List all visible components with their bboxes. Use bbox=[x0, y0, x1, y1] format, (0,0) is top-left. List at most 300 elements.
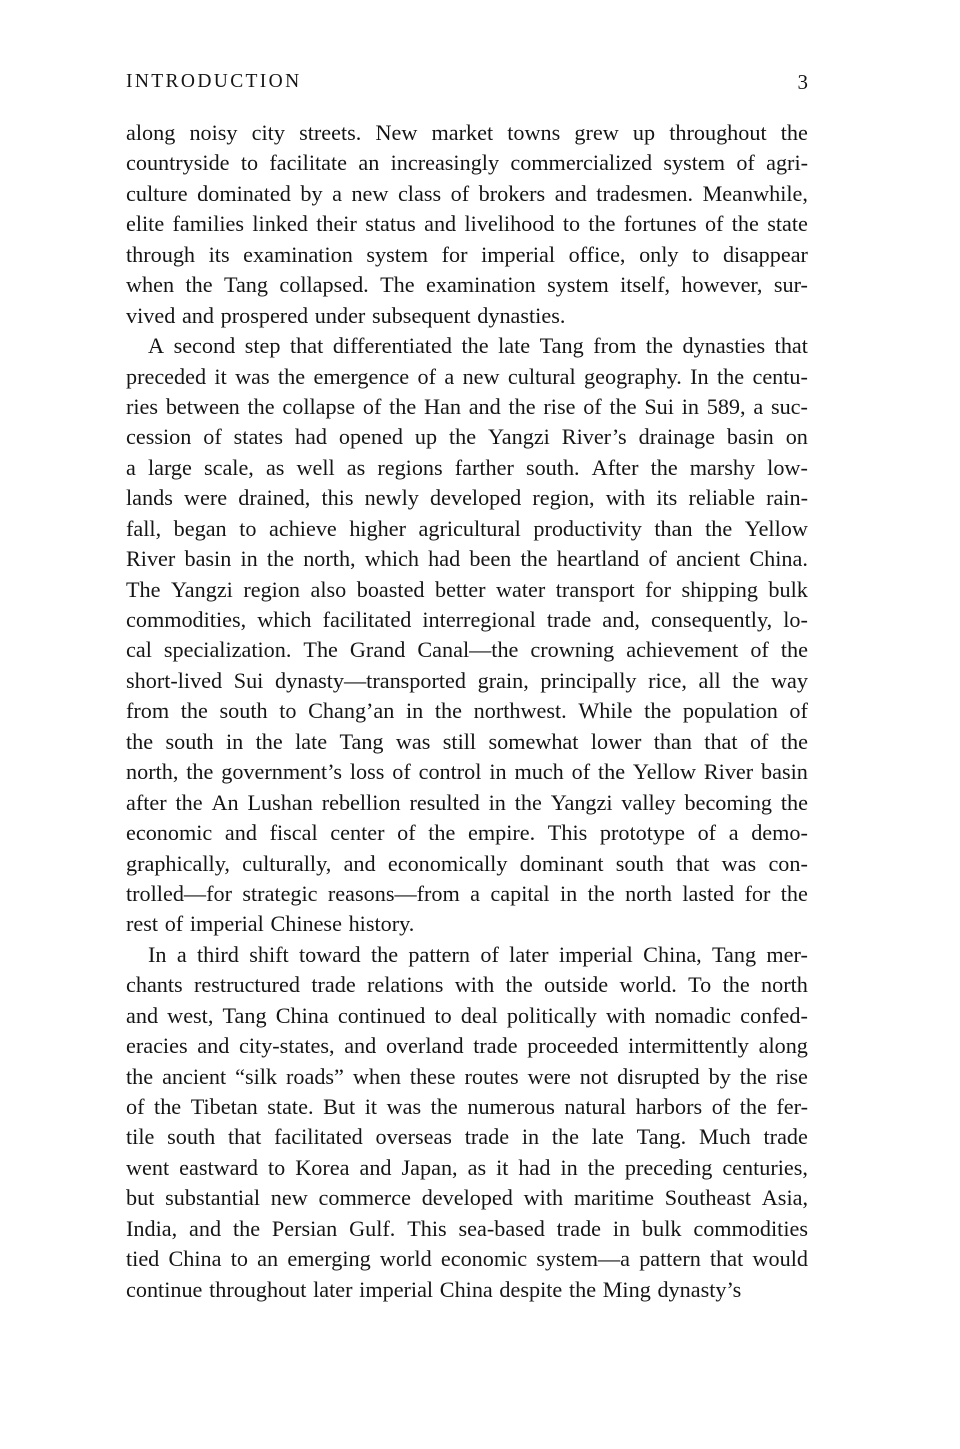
word: for bbox=[744, 880, 771, 906]
word: agri- bbox=[766, 150, 808, 176]
word: Grand bbox=[349, 637, 406, 663]
word: north, bbox=[303, 546, 356, 572]
word: north bbox=[761, 972, 808, 998]
word: In bbox=[690, 363, 709, 389]
word: examination bbox=[243, 241, 353, 267]
text-line bbox=[126, 1275, 808, 1305]
word: third bbox=[197, 941, 239, 967]
word: their bbox=[316, 211, 357, 237]
word: region bbox=[243, 576, 301, 602]
word: that bbox=[710, 1246, 744, 1272]
word: chants bbox=[126, 972, 183, 998]
word: economic bbox=[126, 820, 213, 846]
word: To bbox=[688, 972, 712, 998]
text-line bbox=[126, 1183, 808, 1213]
word: proceeded bbox=[527, 1033, 619, 1059]
word: deal bbox=[460, 1002, 498, 1028]
word: commerce bbox=[318, 1185, 411, 1211]
word: the bbox=[780, 637, 808, 663]
word: the bbox=[551, 1124, 579, 1150]
word: to bbox=[240, 150, 259, 176]
word: however, bbox=[681, 272, 763, 298]
word: crowning bbox=[530, 637, 615, 663]
word: cal bbox=[126, 637, 152, 663]
word: But bbox=[323, 1094, 356, 1119]
word: trade bbox=[556, 1215, 602, 1241]
word: and bbox=[126, 1002, 159, 1028]
word: achievement bbox=[626, 637, 739, 663]
word: developed bbox=[430, 485, 522, 511]
word: sur- bbox=[773, 272, 808, 298]
word: in bbox=[488, 789, 506, 815]
word: these bbox=[409, 1063, 456, 1089]
word: south. bbox=[525, 454, 580, 480]
word: China bbox=[275, 1002, 329, 1028]
word: developed bbox=[421, 1185, 513, 1211]
word: low- bbox=[767, 454, 808, 480]
word: much bbox=[514, 759, 564, 785]
word: were bbox=[183, 485, 228, 511]
word: it bbox=[496, 1154, 509, 1180]
word: intermittently bbox=[628, 1033, 749, 1059]
text-line bbox=[126, 909, 808, 939]
word: facilitate bbox=[269, 150, 348, 176]
word: streets. bbox=[299, 120, 362, 145]
word: centu- bbox=[752, 363, 808, 389]
word: and bbox=[424, 211, 457, 237]
word: collapsed. bbox=[279, 272, 369, 298]
word: as bbox=[265, 454, 285, 480]
word: dynasty’s bbox=[657, 1276, 742, 1302]
word: began bbox=[173, 515, 227, 541]
word: Asia, bbox=[761, 1185, 808, 1211]
word: its bbox=[656, 485, 678, 511]
text-line bbox=[126, 179, 808, 209]
text-line bbox=[126, 1122, 808, 1152]
word: with bbox=[523, 1185, 564, 1211]
word: nomadic bbox=[654, 1002, 731, 1028]
text-line bbox=[126, 1244, 808, 1274]
word: and bbox=[189, 1215, 222, 1241]
word: was bbox=[235, 363, 270, 389]
word: basin bbox=[761, 759, 808, 785]
word: the bbox=[780, 120, 808, 145]
word: history. bbox=[348, 911, 415, 937]
word: livelihood bbox=[464, 211, 555, 237]
word: itself, bbox=[620, 272, 671, 298]
word: that bbox=[676, 850, 710, 876]
word: shipping bbox=[681, 576, 758, 602]
word: transport bbox=[555, 576, 635, 602]
text-line bbox=[126, 544, 808, 574]
word: collapse bbox=[282, 393, 356, 419]
word: a bbox=[753, 393, 764, 419]
word: system—a bbox=[536, 1246, 630, 1272]
word: productivity bbox=[533, 515, 642, 541]
word: China bbox=[439, 1276, 493, 1302]
word: drainage bbox=[638, 424, 715, 450]
word: well bbox=[296, 454, 335, 480]
word: imperial bbox=[558, 941, 633, 967]
text-line bbox=[126, 453, 808, 483]
word: heartland bbox=[556, 546, 640, 572]
word: demo- bbox=[751, 820, 808, 846]
word: differentiated bbox=[332, 333, 452, 359]
word: Tang bbox=[222, 1002, 267, 1028]
word: ancient bbox=[162, 1063, 227, 1089]
word: despite bbox=[499, 1276, 563, 1302]
word: only bbox=[639, 241, 679, 267]
word: boasted bbox=[356, 576, 425, 602]
word: had bbox=[428, 546, 461, 572]
word: a bbox=[126, 454, 136, 480]
word: step bbox=[244, 333, 281, 359]
word: to bbox=[239, 515, 257, 541]
word: River bbox=[703, 759, 754, 785]
word: disappear bbox=[722, 241, 808, 267]
word: the bbox=[126, 728, 154, 754]
word: relations bbox=[367, 972, 444, 998]
word: Lushan bbox=[247, 789, 313, 815]
word: culture bbox=[126, 180, 188, 206]
word: new bbox=[270, 1185, 308, 1211]
word: also bbox=[310, 576, 347, 602]
word: went bbox=[126, 1154, 170, 1180]
word: northwest. bbox=[473, 698, 567, 724]
word: of bbox=[789, 698, 808, 724]
word: China. bbox=[749, 546, 808, 572]
word: trade bbox=[763, 1124, 808, 1150]
word: up bbox=[414, 424, 438, 450]
word: of bbox=[392, 759, 411, 785]
word: large bbox=[147, 454, 192, 480]
word: Korea bbox=[295, 1154, 350, 1180]
word: with bbox=[454, 972, 495, 998]
word: Much bbox=[698, 1124, 751, 1150]
word: trade bbox=[464, 1124, 510, 1150]
text-line bbox=[126, 879, 808, 909]
word: ancient bbox=[676, 546, 741, 572]
word: harbors bbox=[635, 1094, 703, 1119]
word: as bbox=[346, 454, 366, 480]
word: and bbox=[554, 180, 587, 206]
word: economically bbox=[387, 850, 508, 876]
word: would bbox=[752, 1246, 808, 1272]
word: imperial bbox=[481, 241, 556, 267]
word: overland bbox=[385, 1033, 464, 1059]
word: suc- bbox=[770, 393, 808, 419]
word: with bbox=[606, 1002, 646, 1028]
word: from bbox=[126, 698, 170, 724]
word: New bbox=[375, 120, 418, 145]
word: an bbox=[257, 1246, 279, 1272]
word: linked bbox=[252, 211, 308, 237]
word: of bbox=[704, 211, 724, 237]
word: the bbox=[126, 1063, 154, 1089]
word: south bbox=[165, 728, 214, 754]
word: tied bbox=[126, 1246, 160, 1272]
word: Ming bbox=[602, 1276, 651, 1302]
word: Yellow bbox=[632, 759, 697, 785]
word: China bbox=[168, 1246, 222, 1272]
word: towns bbox=[507, 120, 561, 145]
word: economic bbox=[440, 1246, 528, 1272]
text-line bbox=[126, 331, 808, 361]
text-line bbox=[126, 1214, 808, 1244]
word: roads” bbox=[285, 1063, 344, 1089]
word: north, bbox=[126, 759, 179, 785]
word: to bbox=[279, 698, 297, 724]
text-line bbox=[126, 727, 808, 757]
word: subsequent bbox=[371, 302, 471, 328]
word: the bbox=[568, 1276, 597, 1302]
word: in bbox=[681, 393, 699, 419]
word: Han bbox=[423, 393, 461, 419]
word: the bbox=[717, 363, 745, 389]
word: mer- bbox=[766, 941, 808, 967]
text-line bbox=[126, 788, 808, 818]
word: lands bbox=[126, 485, 173, 511]
word: west, bbox=[167, 1002, 214, 1028]
word: dynasties. bbox=[477, 302, 566, 328]
word: A bbox=[148, 333, 165, 359]
word: grew bbox=[574, 120, 619, 145]
word: achieve bbox=[269, 515, 337, 541]
word: the bbox=[645, 333, 674, 359]
word: overseas bbox=[375, 1124, 452, 1150]
word: the bbox=[185, 272, 213, 298]
word: in bbox=[559, 880, 578, 906]
word: the bbox=[448, 424, 477, 450]
text-line bbox=[126, 605, 808, 635]
word: the bbox=[722, 972, 750, 998]
word: new bbox=[351, 180, 389, 206]
word: outside bbox=[544, 972, 609, 998]
word: which bbox=[364, 546, 419, 572]
text-line bbox=[126, 514, 808, 544]
word: south bbox=[219, 698, 268, 724]
word: dominant bbox=[519, 850, 604, 876]
word: by bbox=[708, 1063, 731, 1089]
text-line bbox=[126, 970, 808, 1000]
word: the bbox=[278, 363, 306, 389]
text-line bbox=[126, 240, 808, 270]
word: continue bbox=[126, 1276, 203, 1302]
word: up bbox=[632, 120, 656, 145]
word: rise bbox=[775, 1063, 808, 1089]
word: this bbox=[321, 485, 354, 511]
word: Yellow bbox=[744, 515, 808, 541]
word: cession bbox=[126, 424, 192, 450]
word: elite bbox=[126, 211, 165, 237]
word: the bbox=[597, 759, 626, 785]
word: but bbox=[126, 1185, 155, 1211]
word: commodities, bbox=[126, 607, 247, 632]
word: consequently, bbox=[650, 607, 773, 632]
word: preceding bbox=[624, 1154, 713, 1180]
word: numerous bbox=[467, 1094, 555, 1119]
word: along bbox=[126, 120, 176, 145]
text-line bbox=[126, 940, 808, 970]
word: facilitated bbox=[322, 607, 412, 632]
word: drained, bbox=[238, 485, 311, 511]
word: commercialized bbox=[510, 150, 653, 176]
word: its bbox=[208, 241, 230, 267]
word: Sui bbox=[644, 393, 674, 419]
word: becoming bbox=[684, 789, 773, 815]
word: the bbox=[266, 546, 295, 572]
word: noisy bbox=[189, 120, 238, 145]
word: the bbox=[739, 1063, 767, 1089]
word: the bbox=[186, 759, 214, 785]
word: state. bbox=[267, 1094, 314, 1119]
word: the bbox=[434, 698, 462, 724]
text-line bbox=[126, 1031, 808, 1061]
word: of bbox=[164, 911, 184, 937]
word: imperial bbox=[189, 911, 264, 937]
word: late bbox=[295, 728, 328, 754]
word: of bbox=[583, 393, 602, 419]
word: Tang bbox=[223, 272, 268, 298]
word: the bbox=[520, 546, 548, 572]
word: fer- bbox=[776, 1094, 808, 1119]
word: An bbox=[211, 789, 239, 815]
word: of bbox=[571, 759, 591, 785]
word: city-states, bbox=[239, 1033, 335, 1059]
word: China, bbox=[643, 941, 702, 967]
text-line bbox=[126, 483, 808, 513]
word: eastward bbox=[179, 1154, 258, 1180]
word: continued bbox=[337, 1002, 426, 1028]
word: pattern bbox=[408, 941, 471, 967]
word: vived bbox=[126, 302, 176, 328]
word: in bbox=[560, 1154, 578, 1180]
word: throughout bbox=[209, 1276, 307, 1302]
word: toward bbox=[299, 941, 361, 967]
word: rain- bbox=[766, 485, 808, 511]
word: state bbox=[767, 211, 808, 237]
word: the bbox=[705, 515, 733, 541]
word: politically bbox=[506, 1002, 597, 1028]
word: the bbox=[780, 728, 808, 754]
word: trade bbox=[473, 1033, 518, 1059]
word: River’s bbox=[561, 424, 627, 450]
word: brokers bbox=[478, 180, 546, 206]
word: Canal—the bbox=[417, 637, 519, 663]
word: the bbox=[587, 880, 615, 906]
word: to bbox=[692, 241, 710, 267]
word: fortunes bbox=[623, 211, 697, 237]
word: emergence bbox=[313, 363, 410, 389]
word: in bbox=[240, 546, 258, 572]
word: scale, bbox=[203, 454, 254, 480]
word: in bbox=[406, 698, 424, 724]
word: This bbox=[407, 1215, 447, 1241]
word: to bbox=[268, 1154, 286, 1180]
word: world. bbox=[619, 972, 677, 998]
word: ries bbox=[126, 393, 159, 419]
word: control bbox=[418, 759, 482, 785]
word: the bbox=[650, 454, 678, 480]
body-text-block bbox=[126, 118, 808, 1305]
word: basin bbox=[184, 546, 232, 572]
running-head bbox=[126, 68, 808, 94]
word: tile bbox=[126, 1124, 155, 1150]
word: way bbox=[771, 667, 808, 693]
word: Sui bbox=[233, 667, 264, 693]
word: system bbox=[366, 241, 429, 267]
word: bulk bbox=[642, 1215, 682, 1241]
word: to bbox=[230, 1246, 248, 1272]
word: the bbox=[514, 789, 542, 815]
word: marshy bbox=[689, 454, 756, 480]
word: reasons—from bbox=[327, 880, 460, 906]
word: imperial bbox=[359, 1276, 434, 1302]
word: was bbox=[386, 1094, 422, 1119]
word: from bbox=[593, 333, 637, 359]
word: Persian bbox=[271, 1215, 338, 1241]
word: Tang bbox=[712, 941, 757, 967]
word: opened bbox=[338, 424, 403, 450]
word: This bbox=[547, 820, 588, 846]
word: grain, bbox=[477, 667, 529, 693]
word: rise bbox=[543, 393, 576, 419]
word: a bbox=[444, 363, 455, 389]
word: The bbox=[380, 272, 415, 298]
word: Meanwhile, bbox=[702, 180, 808, 206]
word: in bbox=[612, 1215, 631, 1241]
word: strategic bbox=[242, 880, 318, 906]
word: Gulf. bbox=[349, 1215, 396, 1241]
text-line bbox=[126, 757, 808, 787]
word: center bbox=[330, 820, 385, 846]
text-line bbox=[126, 696, 808, 726]
text-line bbox=[126, 575, 808, 605]
word: the bbox=[175, 789, 203, 815]
word: and bbox=[343, 850, 376, 876]
word: preceded bbox=[126, 363, 207, 389]
word: basin bbox=[726, 424, 774, 450]
word: natural bbox=[564, 1094, 627, 1119]
word: Tang bbox=[339, 728, 384, 754]
word: lower bbox=[590, 728, 642, 754]
word: and bbox=[344, 1033, 377, 1059]
word: after bbox=[126, 789, 167, 815]
word: the bbox=[505, 972, 533, 998]
word: the bbox=[508, 393, 536, 419]
word: than bbox=[653, 728, 692, 754]
word: and bbox=[359, 1154, 392, 1180]
word: world bbox=[379, 1246, 432, 1272]
word: Tibetan bbox=[190, 1094, 258, 1119]
word: market bbox=[431, 120, 494, 145]
word: valley bbox=[621, 789, 676, 815]
word: all bbox=[698, 667, 721, 693]
paragraph bbox=[126, 331, 808, 940]
word: office, bbox=[568, 241, 626, 267]
word: government’s bbox=[221, 759, 342, 785]
text-line bbox=[126, 666, 808, 696]
word: on bbox=[785, 424, 808, 450]
word: fiscal bbox=[269, 820, 318, 846]
word: system bbox=[547, 272, 609, 298]
word: Southeast bbox=[664, 1185, 752, 1211]
word: countryside bbox=[126, 150, 230, 176]
text-line bbox=[126, 1153, 808, 1183]
word: of bbox=[480, 941, 499, 967]
word: a bbox=[332, 180, 342, 206]
word: Yangzi bbox=[487, 424, 550, 450]
